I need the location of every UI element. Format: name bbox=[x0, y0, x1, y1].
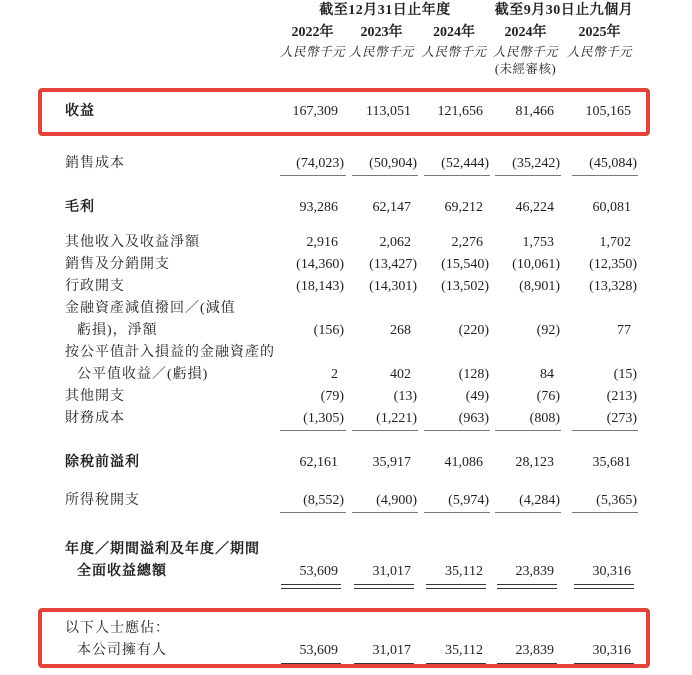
row-label: 按公平值計入損益的金融資產的 bbox=[65, 345, 275, 360]
cell-value bbox=[418, 155, 490, 172]
group-header-annual: 截至12月31日止年度 bbox=[319, 3, 451, 18]
rule-cell bbox=[418, 584, 490, 589]
single-underline bbox=[352, 175, 418, 176]
table-row bbox=[0, 366, 692, 383]
unaudited-note: (未經審核) bbox=[494, 62, 557, 76]
single-underline bbox=[280, 430, 346, 431]
value-text: 113,051 bbox=[366, 104, 411, 119]
cell-value bbox=[418, 199, 490, 216]
rule-cell bbox=[418, 175, 490, 176]
row-label: 全面收益總額 bbox=[77, 564, 167, 579]
value-text: (14,301) bbox=[369, 279, 417, 294]
value-text: 1,702 bbox=[599, 235, 631, 250]
cell-value bbox=[490, 563, 561, 580]
year-header: 2025年 bbox=[578, 25, 621, 40]
value-text: (213) bbox=[606, 389, 637, 404]
currency-unit: 人民幣千元 bbox=[566, 45, 632, 59]
cell-value bbox=[490, 234, 561, 251]
double-underline bbox=[281, 663, 341, 668]
value-text: (45,084) bbox=[589, 156, 637, 171]
rule-cell bbox=[345, 512, 418, 513]
double-underline bbox=[574, 584, 634, 589]
cell-value bbox=[490, 322, 561, 339]
table-row bbox=[0, 620, 692, 637]
cell-value bbox=[490, 155, 561, 172]
cell-value bbox=[280, 388, 345, 405]
cell-value bbox=[345, 410, 418, 427]
single-underline bbox=[495, 175, 561, 176]
cell-value bbox=[561, 642, 638, 659]
value-text: 2,062 bbox=[379, 235, 411, 250]
cell-value bbox=[280, 454, 345, 471]
single-rule-row bbox=[0, 512, 692, 514]
value-text: 35,917 bbox=[372, 455, 411, 470]
value-text: (12,350) bbox=[589, 257, 637, 272]
value-text: 2,916 bbox=[306, 235, 338, 250]
table-row bbox=[0, 642, 692, 659]
single-underline bbox=[572, 512, 638, 513]
value-text: 60,081 bbox=[592, 200, 631, 215]
double-underline bbox=[354, 584, 414, 589]
rule-cell bbox=[490, 663, 561, 668]
row-label: 財務成本 bbox=[65, 411, 125, 426]
rule-cell bbox=[561, 175, 638, 176]
table-row bbox=[0, 256, 692, 273]
value-text: 41,086 bbox=[444, 455, 483, 470]
value-text: (13,427) bbox=[369, 257, 417, 272]
single-underline bbox=[424, 512, 490, 513]
value-text: (49) bbox=[465, 389, 489, 404]
single-underline bbox=[495, 430, 561, 431]
cell-value bbox=[280, 322, 345, 339]
table-row bbox=[0, 388, 692, 405]
currency-unit-row bbox=[0, 45, 692, 60]
cell-value bbox=[345, 563, 418, 580]
currency-unit: 人民幣千元 bbox=[280, 45, 346, 59]
value-text: (808) bbox=[529, 411, 560, 426]
rule-cell bbox=[561, 512, 638, 513]
double-underline bbox=[497, 663, 557, 668]
cell-value bbox=[490, 256, 561, 273]
value-text: (18,143) bbox=[296, 279, 344, 294]
single-underline bbox=[280, 175, 346, 176]
value-text: 81,466 bbox=[515, 104, 554, 119]
table-row bbox=[0, 454, 692, 471]
cell-value bbox=[490, 410, 561, 427]
value-text: (1,221) bbox=[376, 411, 417, 426]
row-label: 公平值收益／(虧損) bbox=[77, 367, 209, 382]
value-text: 2,276 bbox=[451, 235, 483, 250]
value-text: (50,904) bbox=[369, 156, 417, 171]
cell-value bbox=[280, 103, 345, 120]
single-underline bbox=[424, 175, 490, 176]
table-row bbox=[0, 103, 692, 120]
year-header: 2024年 bbox=[504, 25, 547, 40]
cell-value bbox=[561, 366, 638, 383]
row-label: 銷售及分銷開支 bbox=[65, 257, 170, 272]
rule-cell bbox=[418, 512, 490, 513]
cell-value bbox=[490, 642, 561, 659]
cell-value bbox=[345, 642, 418, 659]
value-text: (92) bbox=[536, 323, 560, 338]
double-underline bbox=[426, 663, 486, 668]
row-label: 其他開支 bbox=[65, 389, 125, 404]
row-label: 收益 bbox=[65, 104, 95, 119]
cell-value bbox=[280, 492, 345, 509]
value-text: (13,328) bbox=[589, 279, 637, 294]
year-header-row bbox=[0, 25, 692, 41]
table-row bbox=[0, 234, 692, 251]
value-text: 105,165 bbox=[585, 104, 631, 119]
value-text: 84 bbox=[540, 367, 554, 382]
table-row bbox=[0, 344, 692, 361]
value-text: 121,656 bbox=[437, 104, 483, 119]
cell-value bbox=[280, 199, 345, 216]
value-text: (35,242) bbox=[512, 156, 560, 171]
table-row bbox=[0, 410, 692, 427]
value-text: 93,286 bbox=[299, 200, 338, 215]
table-row bbox=[0, 199, 692, 216]
value-text: (76) bbox=[536, 389, 560, 404]
single-underline bbox=[280, 512, 346, 513]
row-label: 行政開支 bbox=[65, 279, 125, 294]
table-row bbox=[0, 492, 692, 509]
value-text: 268 bbox=[390, 323, 411, 338]
value-text: 62,161 bbox=[299, 455, 338, 470]
value-text: (963) bbox=[458, 411, 489, 426]
row-label: 虧損)，淨額 bbox=[77, 323, 158, 338]
cell-value bbox=[345, 492, 418, 509]
value-text: 2 bbox=[331, 367, 338, 382]
rule-cell bbox=[561, 430, 638, 431]
row-label: 年度／期間溢利及年度／期間 bbox=[65, 542, 260, 557]
cell-value bbox=[490, 103, 561, 120]
value-text: (10,061) bbox=[512, 257, 560, 272]
cell-value bbox=[345, 256, 418, 273]
rule-cell bbox=[490, 175, 561, 176]
cell-value bbox=[490, 199, 561, 216]
cell-value bbox=[561, 278, 638, 295]
cell-value bbox=[280, 410, 345, 427]
value-text: (5,365) bbox=[596, 493, 637, 508]
value-text: (52,444) bbox=[441, 156, 489, 171]
value-text: 31,017 bbox=[372, 643, 411, 658]
double-underline bbox=[281, 584, 341, 589]
value-text: (5,974) bbox=[448, 493, 489, 508]
value-text: (273) bbox=[606, 411, 637, 426]
single-rule-row bbox=[0, 175, 692, 177]
value-text: 35,112 bbox=[445, 564, 483, 579]
value-text: 30,316 bbox=[592, 643, 631, 658]
rule-cell bbox=[490, 512, 561, 513]
rule-cell bbox=[561, 584, 638, 589]
value-text: 62,147 bbox=[372, 200, 411, 215]
single-underline bbox=[352, 430, 418, 431]
value-text: 77 bbox=[617, 323, 631, 338]
rule-cell bbox=[345, 663, 418, 668]
rule-cell bbox=[280, 175, 345, 176]
cell-value bbox=[418, 492, 490, 509]
value-text: 28,123 bbox=[515, 455, 554, 470]
value-text: (13,502) bbox=[441, 279, 489, 294]
table-row bbox=[0, 278, 692, 295]
currency-unit: 人民幣千元 bbox=[421, 45, 487, 59]
value-text: 35,681 bbox=[592, 455, 631, 470]
cell-value bbox=[561, 388, 638, 405]
cell-value bbox=[418, 103, 490, 120]
rule-cell bbox=[418, 663, 490, 668]
rule-cell bbox=[345, 584, 418, 589]
cell-value bbox=[280, 256, 345, 273]
cell-value bbox=[418, 366, 490, 383]
value-text: (13) bbox=[393, 389, 417, 404]
column-group-header-row bbox=[0, 3, 692, 19]
year-header: 2022年 bbox=[291, 25, 334, 40]
cell-value bbox=[418, 454, 490, 471]
double-underline bbox=[574, 663, 634, 668]
double-underline bbox=[354, 663, 414, 668]
single-underline bbox=[495, 512, 561, 513]
single-underline bbox=[572, 175, 638, 176]
unaudited-note-row bbox=[0, 62, 692, 77]
cell-value bbox=[345, 322, 418, 339]
cell-value bbox=[345, 234, 418, 251]
value-text: (79) bbox=[320, 389, 344, 404]
rule-cell bbox=[418, 430, 490, 431]
value-text: 46,224 bbox=[515, 200, 554, 215]
value-text: 30,316 bbox=[592, 564, 631, 579]
cell-value bbox=[418, 234, 490, 251]
cell-value bbox=[280, 642, 345, 659]
cell-value bbox=[280, 278, 345, 295]
cell-value bbox=[345, 278, 418, 295]
row-label: 除稅前溢利 bbox=[65, 455, 140, 470]
cell-value bbox=[561, 492, 638, 509]
table-row bbox=[0, 322, 692, 339]
value-text: 31,017 bbox=[372, 564, 411, 579]
cell-value bbox=[490, 492, 561, 509]
rule-cell bbox=[345, 430, 418, 431]
cell-value bbox=[561, 234, 638, 251]
cell-value bbox=[418, 278, 490, 295]
cell-value bbox=[418, 256, 490, 273]
attributable-highlight-box bbox=[38, 608, 650, 668]
value-text: 402 bbox=[390, 367, 411, 382]
cell-value bbox=[561, 199, 638, 216]
cell-value bbox=[418, 642, 490, 659]
row-label: 以下人士應佔： bbox=[65, 621, 170, 636]
cell-value bbox=[280, 234, 345, 251]
cell-value bbox=[490, 278, 561, 295]
rule-cell bbox=[490, 430, 561, 431]
value-text: (14,360) bbox=[296, 257, 344, 272]
row-label: 所得稅開支 bbox=[65, 493, 140, 508]
value-text: (15,540) bbox=[441, 257, 489, 272]
group-header-nine-months: 截至9月30日止九個月 bbox=[494, 3, 634, 18]
double-rule-row bbox=[0, 663, 692, 668]
row-label: 其他收入及收益淨額 bbox=[65, 235, 200, 250]
double-underline bbox=[497, 584, 557, 589]
double-underline bbox=[426, 584, 486, 589]
table-row bbox=[0, 300, 692, 317]
rule-cell bbox=[280, 663, 345, 668]
cell-value bbox=[418, 410, 490, 427]
cell-value bbox=[345, 199, 418, 216]
double-rule-row bbox=[0, 584, 692, 589]
value-text: 1,753 bbox=[522, 235, 554, 250]
currency-unit: 人民幣千元 bbox=[348, 45, 414, 59]
cell-value bbox=[561, 103, 638, 120]
cell-value bbox=[280, 366, 345, 383]
value-text: (220) bbox=[458, 323, 489, 338]
value-text: (4,284) bbox=[519, 493, 560, 508]
cell-value bbox=[418, 322, 490, 339]
year-header: 2024年 bbox=[433, 25, 475, 40]
cell-value bbox=[561, 410, 638, 427]
cell-value bbox=[280, 563, 345, 580]
cell-value bbox=[345, 388, 418, 405]
rule-cell bbox=[280, 584, 345, 589]
row-label: 銷售成本 bbox=[65, 156, 125, 171]
rule-cell bbox=[490, 584, 561, 589]
value-text: (4,900) bbox=[376, 493, 417, 508]
value-text: (8,552) bbox=[303, 493, 344, 508]
rule-cell bbox=[280, 512, 345, 513]
rule-cell bbox=[345, 175, 418, 176]
value-text: (156) bbox=[313, 323, 344, 338]
rule-cell bbox=[561, 663, 638, 668]
row-label: 金融資產減值撥回／(減值 bbox=[65, 301, 236, 316]
cell-value bbox=[490, 366, 561, 383]
cell-value bbox=[345, 103, 418, 120]
value-text: 167,309 bbox=[292, 104, 338, 119]
single-underline bbox=[424, 430, 490, 431]
cell-value bbox=[561, 155, 638, 172]
value-text: (15) bbox=[613, 367, 637, 382]
cell-value bbox=[561, 256, 638, 273]
value-text: 53,609 bbox=[299, 564, 338, 579]
value-text: 53,609 bbox=[299, 643, 338, 658]
cell-value bbox=[561, 454, 638, 471]
year-header: 2023年 bbox=[360, 25, 403, 40]
value-text: 23,839 bbox=[515, 643, 554, 658]
value-text: (1,305) bbox=[303, 411, 344, 426]
single-underline bbox=[572, 430, 638, 431]
cell-value bbox=[490, 454, 561, 471]
table-row bbox=[0, 563, 692, 580]
cell-value bbox=[418, 563, 490, 580]
label-column-spacer bbox=[65, 3, 280, 19]
currency-unit: 人民幣千元 bbox=[492, 45, 558, 59]
cell-value bbox=[561, 563, 638, 580]
value-text: (8,901) bbox=[519, 279, 560, 294]
cell-value bbox=[418, 388, 490, 405]
single-rule-row bbox=[0, 430, 692, 432]
value-text: (74,023) bbox=[296, 156, 344, 171]
cell-value bbox=[280, 155, 345, 172]
rule-cell bbox=[280, 430, 345, 431]
row-label: 本公司擁有人 bbox=[77, 643, 167, 658]
cell-value bbox=[345, 366, 418, 383]
cell-value bbox=[561, 322, 638, 339]
cell-value bbox=[490, 388, 561, 405]
value-text: 35,112 bbox=[445, 643, 483, 658]
value-text: 69,212 bbox=[444, 200, 483, 215]
cell-value bbox=[345, 454, 418, 471]
table-row bbox=[0, 155, 692, 172]
cell-value bbox=[345, 155, 418, 172]
value-text: 23,839 bbox=[515, 564, 554, 579]
value-text: (128) bbox=[458, 367, 489, 382]
row-label: 毛利 bbox=[65, 200, 95, 215]
table-row bbox=[0, 541, 692, 558]
single-underline bbox=[352, 512, 418, 513]
